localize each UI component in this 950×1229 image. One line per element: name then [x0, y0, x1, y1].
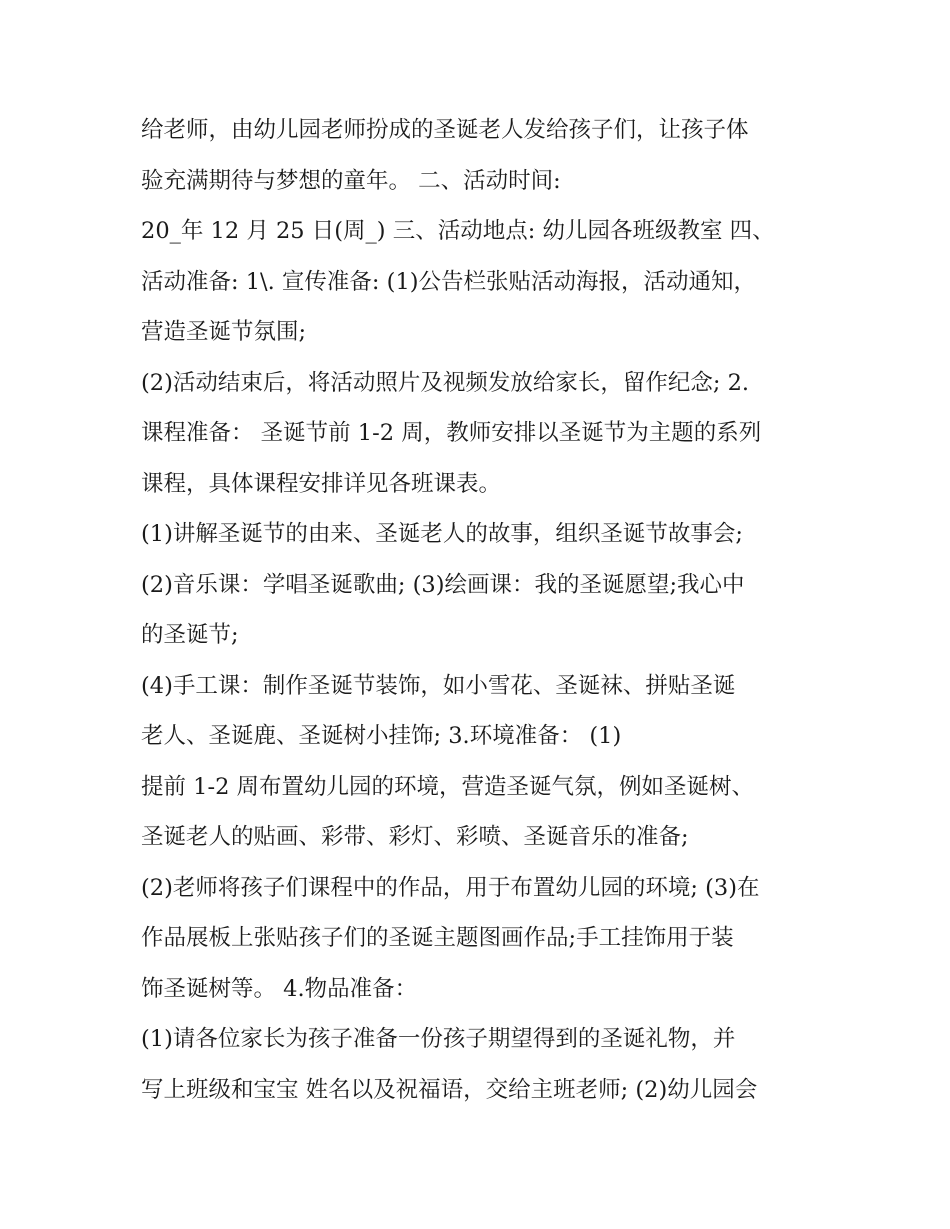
text-line: 的圣诞节; [141, 622, 239, 648]
text-line: 给老师，由幼儿园老师扮成的圣诞老人发给孩子们，让孩子体 [141, 117, 749, 143]
text-line: 营造圣诞节氛围; [141, 319, 307, 345]
text-line: 活动准备: 1\. 宣传准备: (1)公告栏张贴活动海报，活动通知， [141, 268, 757, 295]
text-line: 课程准备： 圣诞节前 1-2 周，教师安排以圣诞节为主题的系列 [141, 420, 762, 446]
text-line: 老人、圣诞鹿、圣诞树小挂饰; 3.环境准备： (1) [141, 723, 622, 749]
text-line: (1)请各位家长为孩子准备一份孩子期望得到的圣诞礼物，并 [141, 1026, 736, 1052]
text-line: (2)老师将孩子们课程中的作品，用于布置幼儿园的环境; (3)在 [141, 874, 760, 901]
text-line: 验充满期待与梦想的童年。 二、活动时间: [141, 167, 561, 194]
text-line: (1)讲解圣诞节的由来、圣诞老人的故事，组织圣诞节故事会; [141, 521, 743, 547]
text-line: 提前 1-2 周布置幼儿园的环境，营造圣诞气氛，例如圣诞树、 [141, 773, 755, 800]
text-line: 课程，具体课程安排详见各班课表。 [141, 470, 502, 497]
text-line: (2)活动结束后，将活动照片及视频发放给家长，留作纪念; 2. [141, 369, 750, 396]
text-line: (2)音乐课：学唱圣诞歌曲; (3)绘画课：我的圣诞愿望;我心中 [141, 571, 745, 598]
text-line: 写上班级和宝宝 姓名以及祝福语，交给主班老师; (2)幼儿园会 [141, 1076, 758, 1103]
text-line: 作品展板上张贴孩子们的圣诞主题图画作品;手工挂饰用于装 [141, 925, 734, 951]
text-line: 20_年 12 月 25 日(周_) 三、活动地点: 幼儿园各班级教室 四、 [141, 218, 775, 244]
text-line: 圣诞老人的贴画、彩带、彩灯、彩喷、圣诞音乐的准备; [141, 824, 689, 850]
text-line: 饰圣诞树等。 4.物品准备： [141, 975, 418, 1002]
text-line: (4)手工课：制作圣诞节装饰，如小雪花、圣诞袜、拼贴圣诞 [141, 672, 736, 699]
body-text [141, 105, 821, 1115]
